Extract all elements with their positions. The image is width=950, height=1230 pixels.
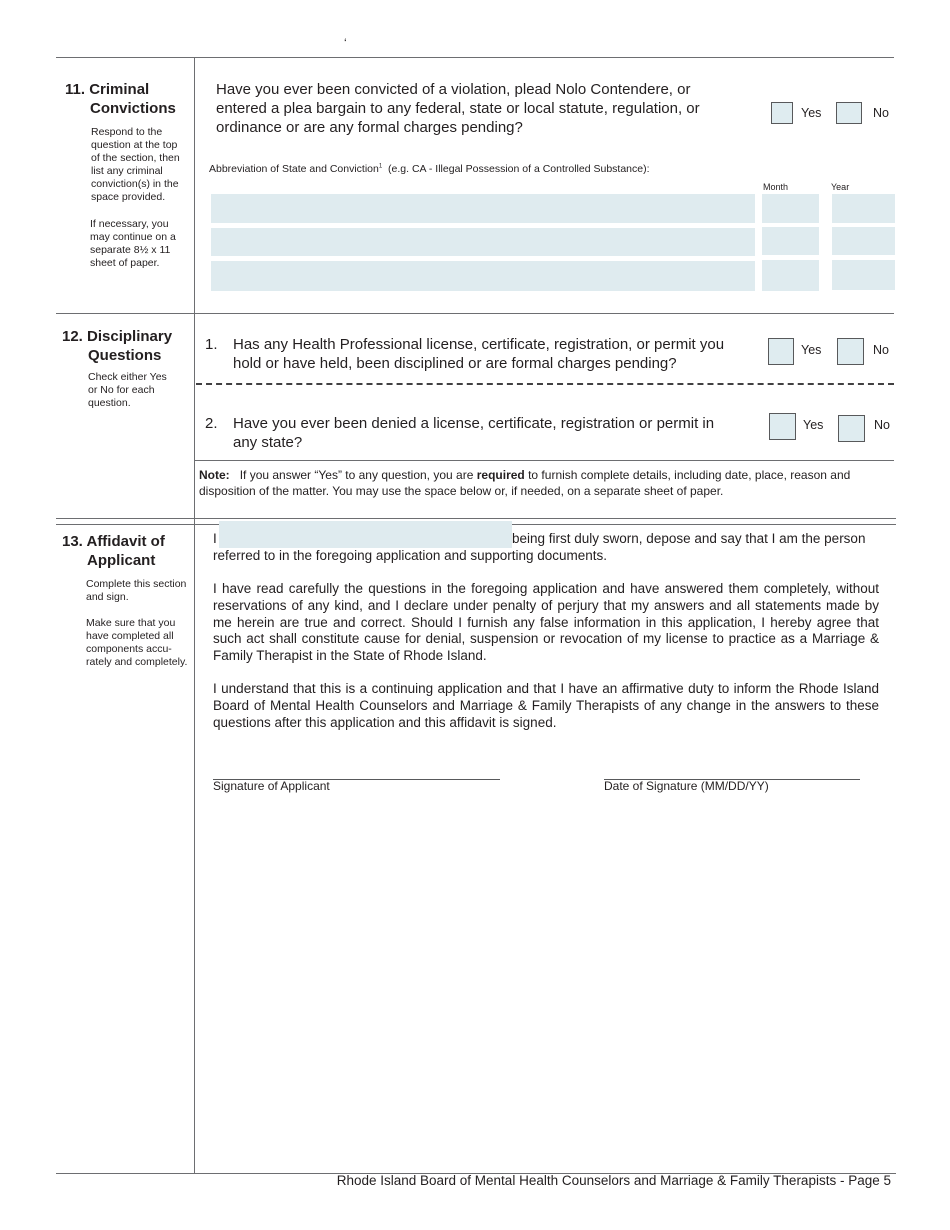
section-12-note: Check either Yes or No for each question. bbox=[88, 371, 167, 409]
year-field-1[interactable] bbox=[832, 194, 895, 223]
conviction-field-1[interactable] bbox=[211, 194, 755, 223]
criminal-yes-label: Yes bbox=[801, 106, 822, 120]
criminal-no-checkbox[interactable] bbox=[836, 102, 862, 124]
section-12-title-line2: Questions bbox=[88, 347, 162, 364]
oath-line-2: referred to in the foregoing application and supporting documents. bbox=[213, 548, 608, 563]
month-field-1[interactable] bbox=[762, 194, 819, 223]
page-footer: Rhode Island Board of Mental Health Counselors and Marriage & Family Therapists - Page 5 bbox=[336, 1173, 891, 1188]
note-top-rule bbox=[195, 460, 894, 461]
disciplined-no-label: No bbox=[873, 343, 889, 357]
abbreviation-label: Abbreviation of State and Conviction$^1$ (e.g. CA - Illegal Possession of a Controlled Substance): bbox=[209, 163, 650, 175]
disciplined-no-checkbox[interactable] bbox=[837, 338, 864, 365]
column-divider bbox=[194, 57, 195, 1174]
month-field-2[interactable] bbox=[762, 227, 819, 255]
section-13-number: 13. bbox=[62, 533, 83, 550]
denied-no-checkbox[interactable] bbox=[838, 415, 865, 442]
top-rule bbox=[56, 57, 894, 58]
section-12-bottom-rule bbox=[56, 518, 896, 519]
section-11-note-1: Respond to the question at the top of the section, then list any criminal conviction(s) in the space provided. bbox=[91, 126, 180, 203]
section-13-note-1: Complete this section and sign. bbox=[86, 578, 187, 603]
affidavit-paragraph-2: I have read carefully the questions in the foregoing application and have answered them completely, without reservations of any kind, and I declare under penalty of perjury that my answers and all statements made by me herein are true and correct. Should I furnish any false information in this application, I hereby agree that such act shall constitute cause for denial, suspension or revocation of my license to practice as a Marriage & Family Therapist in the State of Rhode Island. bbox=[213, 581, 879, 664]
denied-no-label: No bbox=[874, 418, 890, 432]
section-12-title-line1: Disciplinary bbox=[87, 328, 173, 345]
disciplinary-question-2-number: 2. bbox=[205, 415, 218, 432]
year-field-3[interactable] bbox=[832, 260, 895, 290]
section-13-title-line1: Affidavit of bbox=[86, 533, 165, 550]
criminal-conviction-question: Have you ever been convicted of a violation, plead Nolo Contendere, or entered a plea bargain to any federal, state or local statute, regulation, or ordinance or are any formal charges pending? bbox=[216, 81, 700, 136]
applicant-name-field[interactable] bbox=[219, 521, 512, 548]
year-field-2[interactable] bbox=[832, 227, 895, 255]
section-11-title-line1: Criminal bbox=[89, 81, 150, 98]
section-11-bottom-rule bbox=[56, 313, 894, 314]
criminal-yes-checkbox[interactable] bbox=[771, 102, 793, 124]
section-11-note-2: If necessary, you may continue on a separate 8½ x 11 sheet of paper. bbox=[90, 218, 176, 269]
disciplinary-note: Note: If you answer “Yes” to any question, you are required to furnish complete details, including date, place, reason and disposition of the matter. You may use the space below or, if needed, on a separate sheet of paper. bbox=[199, 468, 851, 498]
section-11-title-line2: Convictions bbox=[90, 100, 176, 117]
section-11-title bbox=[65, 80, 176, 118]
section-13-note-2: Make sure that you have completed all components accu- rately and completely. bbox=[86, 617, 188, 668]
denied-yes-checkbox[interactable] bbox=[769, 413, 796, 440]
month-header: Month bbox=[763, 182, 789, 192]
date-label: Date of Signature (MM/DD/YY) bbox=[604, 779, 769, 793]
oath-prefix: I bbox=[213, 531, 217, 546]
disciplinary-question-1: Has any Health Professional license, certificate, registration, or permit you hold or have held, been disciplined or are formal charges pending? bbox=[233, 336, 725, 372]
section-13-title bbox=[62, 532, 165, 570]
question-divider bbox=[196, 383, 894, 385]
disciplined-yes-label: Yes bbox=[801, 343, 822, 357]
criminal-no-label: No bbox=[873, 106, 889, 120]
disciplined-yes-checkbox[interactable] bbox=[768, 338, 794, 365]
section-13-title-line2: Applicant bbox=[87, 552, 156, 569]
section-12-title bbox=[62, 327, 172, 365]
affidavit-paragraph-3: I understand that this is a continuing application and that I have an affirmative duty to inform the Rhode Island Board of Mental Health Counselors and Marriage & Family Therapists of any change in the answers to these questions after this application and this affidavit is signed. bbox=[213, 681, 879, 730]
section-11-number: 11. bbox=[65, 81, 86, 98]
denied-yes-label: Yes bbox=[803, 418, 824, 432]
disciplinary-question-1-number: 1. bbox=[205, 336, 218, 353]
disciplinary-question-2: Have you ever been denied a license, certificate, registration or permit in any state? bbox=[233, 415, 715, 451]
section-12-number: 12. bbox=[62, 328, 83, 345]
year-header: Year bbox=[831, 182, 850, 192]
signature-label: Signature of Applicant bbox=[213, 779, 330, 793]
conviction-field-2[interactable] bbox=[211, 228, 755, 256]
oath-suffix: being first duly sworn, depose and say that I am the person bbox=[512, 531, 866, 546]
month-field-3[interactable] bbox=[762, 260, 819, 291]
conviction-field-3[interactable] bbox=[211, 261, 755, 291]
top-mark: ‘ bbox=[344, 36, 347, 50]
